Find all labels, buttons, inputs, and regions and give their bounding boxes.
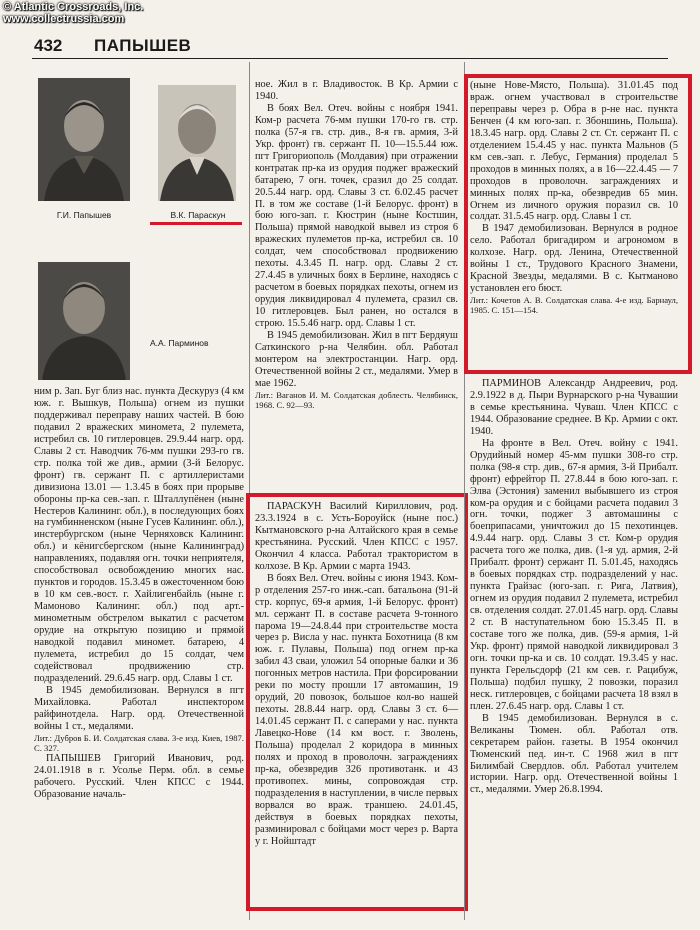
caption-papyshev: Г.И. Папышев <box>56 210 112 220</box>
column-3 <box>470 378 678 796</box>
column-2 <box>255 79 458 410</box>
portrait-parminov <box>38 262 130 380</box>
portrait-papyshev <box>38 78 130 201</box>
page-header <box>32 36 668 59</box>
literature-reference: Лит.: Дубров Б. И. Солдатская слава. 3-е изд. Киев, 1987. С. 327. <box>34 732 244 753</box>
highlight-underline <box>150 222 242 225</box>
caption-paraskun: В.К. Параскун <box>170 210 226 220</box>
paragraph: (ныне Нове-Място, Польша). 31.01.45 под враж. огнем участвовал в строительстве переправы через р. Обра в р-не нас. пункта Бенчен (4 км юго-зап. г. Збоншинь, Польша). 18.3.45 нагр. орд. Славы 2 ст. Ст. сержант П. с отделением 15.4.45 у нас. пункта Мальнов (5 км сев.-зап. г. Лебус, Германия) проделал 5 проходов в минных полях, а в 16—22.4.45 — 7 проходов в проволочн. заграждениях и минных полях пр-ка, обезвредив 65 мин. Огнем из личного оружия поразил св. 10 солдат. 31.5.45 нагр. орд. Славы 1 ст. <box>470 80 678 223</box>
paragraph: ПАРАСКУН Василий Кириллович, род. 23.3.1924 в с. Усть-Бороуйск (ныне пос.) Кытмановского р-на Алтайского края в семье крестьянина. Русский. Член КПСС с 1957. Окончил 4 класса. Работал трактористом в колхозе. В Кр. Армии с марта 1943. <box>255 501 458 572</box>
highlight-box-paraskun-cont <box>464 74 692 374</box>
caption-parminov: А.А. Парминов <box>150 338 209 348</box>
watermark-line-2: www.collectrussia.com <box>3 13 125 25</box>
paragraph: В 1945 демобилизован. Жил в пгт Бердяуш Саткинского р-на Челябин. обл. Работал монтером на электростанции. Нагр. орд. Отечественной войны 2 ст., медалями. Умер в мае 1962. <box>255 330 458 389</box>
column-1 <box>34 386 244 800</box>
paragraph: В 1947 демобилизован. Вернулся в родное село. Работал бригадиром и агрономом в колхозе. Нагр. орд. Ленина, Отечественной войны 1 ст., Трудового Красного Знамени, Красной Звезды, медалями. В с. Кытманово установлен его бюст. <box>470 223 678 295</box>
highlight-box-paraskun <box>246 493 468 911</box>
page-number: 432 <box>34 36 63 55</box>
literature-reference: Лит.: Ваганов И. М. Солдатская доблесть. Челябинск, 1968. С. 92—93. <box>255 389 458 410</box>
paragraph: В 1945 демобилизован. Вернулся в пгт Михайловка. Работал инспектором райфинотдела. Нагр. орд. Отечественной войны 1 ст., медалями. <box>34 684 244 732</box>
watermark-line-1: © Atlantic Crossroads, Inc. <box>3 1 144 13</box>
paragraph: ное. Жил в г. Владивосток. В Кр. Армии с 1940. <box>255 79 458 102</box>
entry-parminov: ПАРМИНОВ Александр Андреевич, род. 2.9.1922 в д. Пыри Вурнарского р-на Чувашии в семье крестьянина. Чуваш. Член КПСС с 1944. Образование среднее. В Кр. Армии с окт. 1940. <box>470 378 678 437</box>
paragraph: В боях Вел. Отеч. войны с ноября 1941. Ком-р расчета 76-мм пушки 170-го гв. стр. полка (57-я гв. стр. див., 8-я гв. армия, 3-й Укр. фронт) гв. сержант П. 10—15.5.44 юж. пгт Григориополь (Молдавия) при отражении контратак пр-ка из орудия поджег вражеский батарею, 7 огн. точек, сразил до 25 солдат. 20.5.44 нагр. орд. Славы 3 ст. 6.02.45 расчет П. в том же составе (1-й Белорус. фронт) в бою юго-зап. г. Кюстрин (ныне Костшин, Польша) прямой наводкой вывел из строя 6 вражеских пулеметов пр-ка, истребил св. 10 солдат, чем способствовал продвижению пехоты. 4.3.45 П. нагр. орд. Славы 2 ст. 27.4.45 в уличных боях в Берлине, находясь с расчетом в боевых порядках пехоты, огнем из орудия ликвидировал 4 пулемета, сразил св. 10 гитлеровцев. Был ранен, но остался в строю. 15.5.46 нагр. орд. Славы 1 ст. <box>255 102 458 330</box>
paragraph: В 1945 демобилизован. Вернулся в с. Великаны Тюмен. обл. Работал отв. секретарем район. газеты. В 1954 окончил Тюменский пед. ин-т. С 1968 жил в пгт Билимбай Свердлов. обл. Работал учителем истории. Нагр. орд. Отечественной войны 1 ст., медалями. Умер 26.8.1994. <box>470 712 678 796</box>
paragraph: ним р. Зап. Буг близ нас. пункта Дескуруз (4 км юж. г. Вышкув, Польша) огнем из пушки поддерживал переправу наших частей. В бою подавил 2 вражеских миномета, 2 пулемета, истребил св. 10 гитлеровцев. 29.9.44 нагр. орд. Славы 2 ст. Наводчик 76-мм пушки 293-го гв. стр. полка той же див., армии (3-й Белорус. фронт) гв. сержант П. с артиллеристами дивизиона 13.01 — 1.3.45 в боях при прорыве обороны пр-ка сев.-зап. г. Шталлупёнен (ныне Нестеров Калининг. обл.), в последующих боях на гумбинненском (ныне Гусев Калининг. обл.), инстербургском (ныне Черняховск Калининг. обл.) и кёнигсбергском (ныне Калининград) направлениях, подавляя огн. точки неприятеля, способствовал освобождению многих нас. пунктов и городов. 15.3.45 в ожесточенном бою в 10 км сев.-вост. г. Хайлигенбайль (ныне г. Мамоново Калининг. обл.) под арт.-минометным обстрелом выкатил с расчетом орудие на открытую позицию и прямой наводкой подавил миномет. батарею, 4 пулемета, истребил до 15 солдат, чем содействовал продвижению стр. подразделений. 29.6.45 нагр. орд. Славы 1 ст. <box>34 386 244 684</box>
paragraph: В боях Вел. Отеч. войны с июня 1943. Ком-р отделения 257-го инж.-сап. батальона (91-й стр. корпус, 69-я армия, 1-й Белорус. фронт) мл. сержант П. в составе расчета 9-тонного парома 19—24.8.44 при строительстве моста через р. Висла у нас. пункта Бохотница (8 км юж. г. Пулавы, Польша) под огнем пр-ка забил 43 сваи, уложил 54 опорные балки и 36 погонных метров настила. При форсировании реки по мосту прошли 17 автомашин, 19 орудий, 20 повозок, большое кол-во нашей пехоты. 28.8.44 нагр. орд. Славы 3 ст. 6—14.01.45 сержант П. с саперами у нас. пункта Лавецко-Нове (14 км вост. г. Зволень, Польша) проделал 2 коридора в минных полях и проход в проволочн. заграждениях пр-ка, обезвредив 326 противотанк. и 43 противопех. мины, сопровождая стр. подразделения в наступлении, в числе первых ворвался во враж. траншею. 24.01.45, действуя в боевых порядках пехоты, разминировал с бойцами мост через р. Варта у г. Нойштадт <box>255 572 459 847</box>
portrait-paraskun <box>158 85 236 201</box>
page-title: ПАПЫШЕВ <box>94 36 192 55</box>
entry-papyshev: ПАПЫШЕВ Григорий Иванович, род. 24.01.1918 в г. Усолье Перм. обл. в семье рабочего. Русский. Член КПСС с 1944. Образование началь- <box>34 752 244 800</box>
literature-reference: Лит.: Кочетов А. В. Солдатская слава. 4-е изд. Барнаул, 1985. С. 151—154. <box>470 295 678 316</box>
paragraph: На фронте в Вел. Отеч. войну с 1941. Орудийный номер 45-мм пушки 308-го стр. полка (98-я стр. див., 67-я армия, 3-й Прибалт. фронт) ефрейтор П. 27.8.44 в бою юго-зап. г. Элва (Эстония) заменил выбывшего из строя ком-ра орудия и с бойцами расчета подавил 3 огн. точки, поджег 3 автомашины с боеприпасами, уничтожил до 15 пехотинцев. 4.9.44 нагр. орд. Славы 3 ст. Ком-р орудия расчета того же полка, див. (1-я уд. армия, 2-й Прибалт. фронт) сержант П. 5.01.45, находясь в боевых порядках стр. подразделений у нас. пункта Грайзас (юго-зап. г. Рига, Латвия), огнем из орудия подавил 2 пулемета, истребил св. отделения солдат. 27.01.45 нагр. орд. Славы 2 ст. В наступательном бою 15.3.45 П. в составе того же полка, див. (59-я армия, 1-й Укр. фронт) прямой наводкой ликвидировал 3 огн. точки пр-ка и св. 10 солдат. 19.3.45 у нас. пункта Герельсдорф (21 км сев. г. Рацибуж, Польша) подбил пушку, 2 повозки, поразил неск. гитлеровцев, с бойцами расчета 18 взял в плен. 27.6.45 нагр. орд. Славы 1 ст. <box>470 437 678 712</box>
